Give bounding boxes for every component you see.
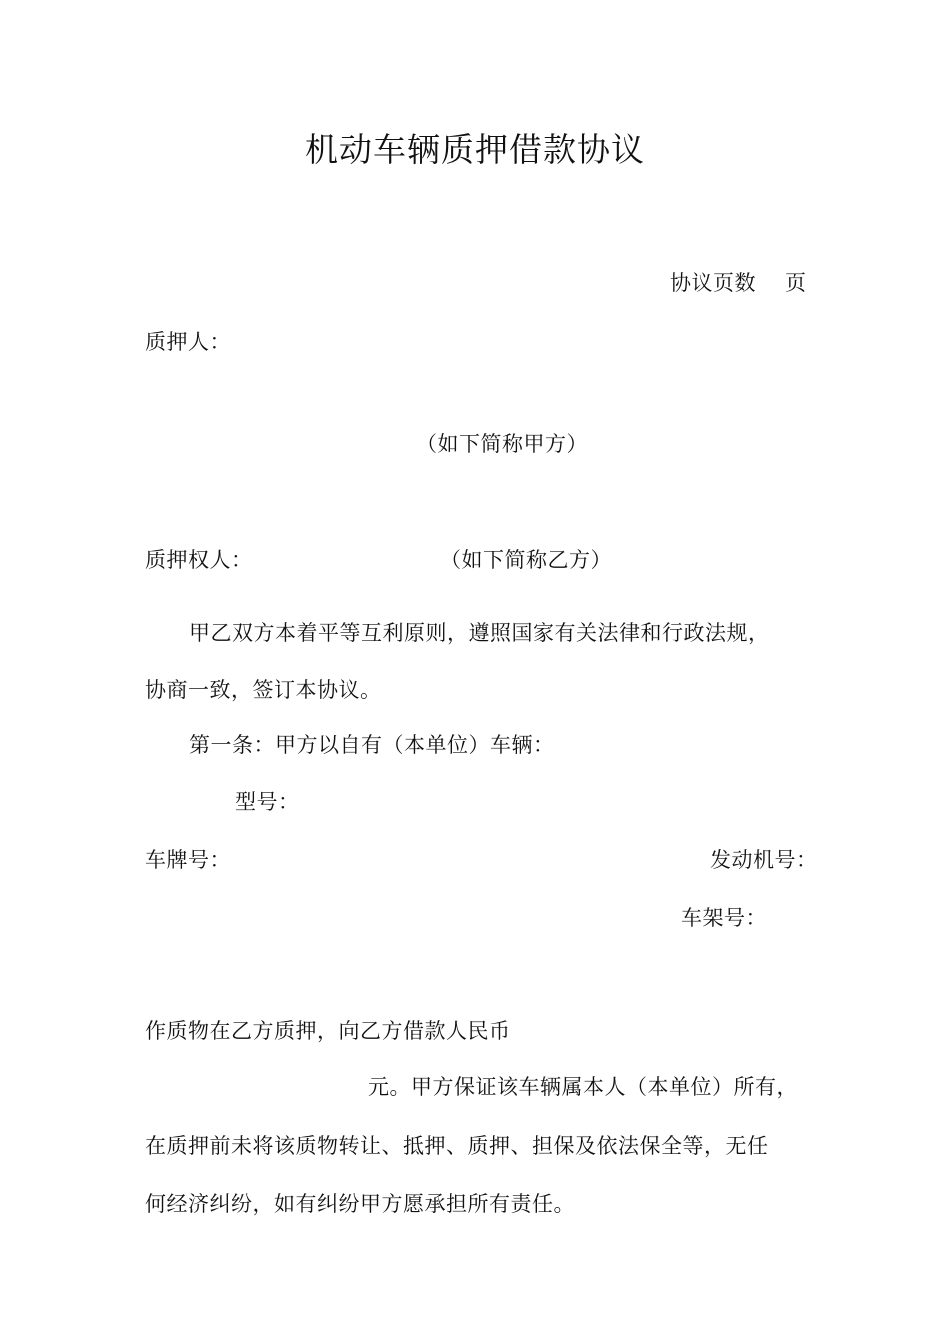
page-count-unit: 页 — [785, 271, 807, 295]
pledgee-alias: （如下简称乙方） — [440, 548, 612, 572]
article-1-heading: 第一条：甲方以自有（本单位）车辆： — [189, 733, 555, 757]
document-title: 机动车辆质押借款协议 — [305, 130, 645, 169]
body-line-2: 元。甲方保证该车辆属本人（本单位）所有， — [368, 1075, 798, 1099]
intro-line-1: 甲乙双方本着平等互利原则，遵照国家有关法律和行政法规， — [189, 621, 770, 645]
model-label: 型号： — [235, 790, 300, 814]
pledgor-alias: （如下简称甲方） — [416, 432, 588, 456]
body-line-4: 何经济纠纷，如有纠纷甲方愿承担所有责任。 — [145, 1192, 575, 1216]
plate-label: 车牌号： — [145, 848, 231, 872]
body-line-1: 作质物在乙方质押，向乙方借款人民币 — [145, 1019, 511, 1043]
pledgor-label: 质押人： — [145, 330, 231, 354]
intro-line-2: 协商一致，签订本协议。 — [145, 678, 382, 702]
pledgee-label: 质押权人： — [145, 548, 253, 572]
frame-label: 车架号： — [681, 906, 767, 930]
engine-label: 发动机号： — [710, 848, 818, 872]
body-line-3: 在质押前未将该质物转让、抵押、质押、担保及依法保全等，无任 — [145, 1134, 769, 1158]
page-count-label: 协议页数 — [670, 271, 756, 295]
